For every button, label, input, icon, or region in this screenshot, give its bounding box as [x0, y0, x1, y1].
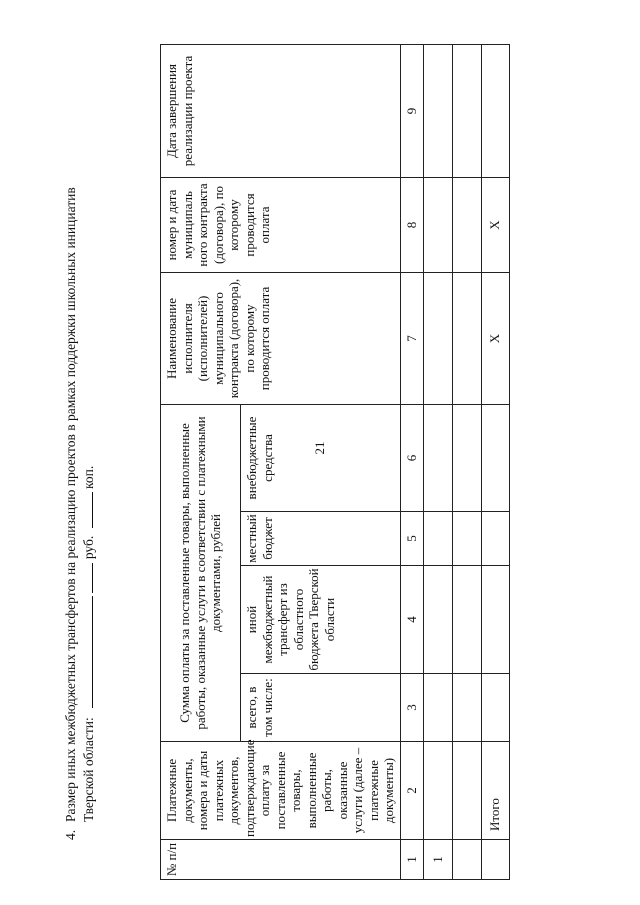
kop-label: коп.: [81, 465, 96, 490]
local-budget-cell[interactable]: [423, 512, 452, 566]
table-row: [423, 44, 452, 879]
payment-table: [160, 44, 510, 880]
header-col-1: № п/п: [161, 840, 401, 880]
column-number: 4: [400, 566, 423, 674]
header-col-5: местный бюджет: [241, 512, 400, 566]
total-cell[interactable]: [481, 674, 509, 742]
completion-date-cell[interactable]: [452, 44, 481, 177]
column-number: 9: [400, 44, 423, 177]
completion-date-cell[interactable]: [423, 44, 452, 177]
heading-region: Тверской области:: [81, 717, 96, 822]
contractor-cell[interactable]: [423, 272, 452, 404]
column-number: 3: [400, 674, 423, 742]
heading-number: 4.: [63, 829, 78, 840]
column-number: 8: [400, 177, 423, 272]
total-cell[interactable]: [481, 512, 509, 566]
header-col-2: Платежные документы, номера и даты платежных документов, подтверждающие оплату за поставленные товары, выполненные работы, оказанные услуги (далее – платежные документы): [161, 742, 401, 840]
table-row: [452, 44, 481, 879]
row-number-cell: [452, 840, 481, 880]
total-cell[interactable]: [481, 404, 509, 511]
heading-line-1: [62, 40, 80, 840]
rub-label: руб.: [81, 535, 96, 560]
rub-blank-2: [80, 563, 93, 593]
regional-transfer-cell[interactable]: [423, 566, 452, 674]
total-label: Итого: [481, 742, 509, 840]
column-number: 1: [400, 840, 423, 880]
total-row: [481, 44, 509, 879]
row-number-cell: 1: [423, 840, 452, 880]
contract-number-cell[interactable]: [423, 177, 452, 272]
column-number: 6: [400, 404, 423, 511]
header-group-sum: Сумма оплаты за поставленные товары, выполненные работы, оказанные услуги в соответствии с платежными документами, рублей: [161, 404, 241, 741]
page-number: 21: [312, 441, 327, 455]
total-sum-cell[interactable]: [423, 674, 452, 742]
column-number: 2: [400, 742, 423, 840]
payment-docs-cell[interactable]: [452, 742, 481, 840]
column-number: 7: [400, 272, 423, 404]
total-empty-cell: [481, 840, 509, 880]
header-col-8: номер и дата муниципаль ного контракта (договора), по которому проводится оплата: [161, 177, 401, 272]
section-heading: [62, 40, 98, 840]
rotated-document: [62, 30, 622, 880]
contract-number-cell[interactable]: [452, 177, 481, 272]
heading-text: Размер иных межбюджетных трансфертов на реализацию проектов в рамках поддержки школьных инициатив: [63, 187, 78, 822]
extrabudget-cell[interactable]: [423, 404, 452, 511]
regional-transfer-cell[interactable]: [452, 566, 481, 674]
extrabudget-cell[interactable]: [452, 404, 481, 511]
kop-blank: [80, 492, 93, 528]
total-contractor-x: Х: [481, 272, 509, 404]
total-cell[interactable]: [481, 566, 509, 674]
column-number: 5: [400, 512, 423, 566]
header-row-1: [161, 44, 241, 879]
header-col-6: внебюджетные средства: [241, 404, 400, 511]
header-col-4: иной межбюджетный трансферт из областного бюджета Тверской области: [241, 566, 400, 674]
total-sum-cell[interactable]: [452, 674, 481, 742]
local-budget-cell[interactable]: [452, 512, 481, 566]
column-number-row: [400, 44, 423, 879]
total-cell[interactable]: [481, 44, 509, 177]
total-contract-x: Х: [481, 177, 509, 272]
rub-blank: [80, 596, 93, 708]
contractor-cell[interactable]: [452, 272, 481, 404]
header-col-3: всего, в том числе:: [241, 674, 400, 742]
payment-docs-cell[interactable]: [423, 742, 452, 840]
header-col-7: Наименование исполнителя (исполнителей) муниципального контракта (договора), по которому проводится оплата: [161, 272, 401, 404]
header-col-9: Дата завершения реализации проекта: [161, 44, 401, 177]
heading-line-2: [80, 40, 98, 840]
